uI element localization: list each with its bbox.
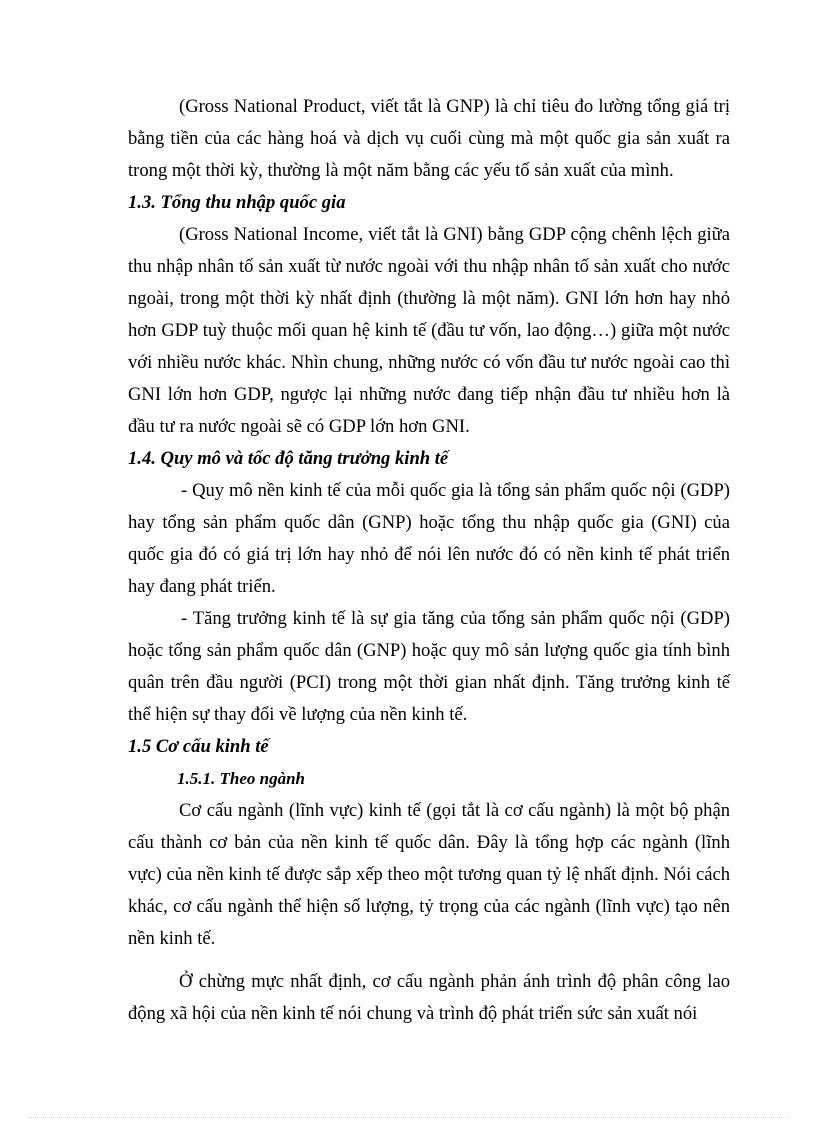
heading-1-5: 1.5 Cơ cấu kinh tế: [128, 736, 269, 757]
paragraph-gnp-definition: (Gross National Product, viết tắt là GNP) là chỉ tiêu đo lường tổng giá trị bằng tiền của các hàng hoá và dịch vụ cuối cùng mà một quốc gia sản xuất ra trong một thời kỳ, thường là một năm bằng các yếu tố sản xuất của mình.: [128, 96, 730, 181]
heading-1-5-1: 1.5.1. Theo ngành: [177, 769, 305, 788]
paragraph-economic-growth: - Tăng trưởng kinh tế là sự gia tăng của tổng sản phẩm quốc nội (GDP) hoặc tổng sản phẩm quốc dân (GNP) hoặc quy mô sản lượng quốc gia tính bình quân trên đầu người (PCI) trong một thời gian nhất định. Tăng trưởng kinh tế thể hiện sự thay đổi về lượng của nền kinh tế.: [128, 608, 730, 725]
document-page: [128, 91, 730, 1030]
page-bottom-divider: [28, 1117, 788, 1118]
heading-1-4: 1.4. Quy mô và tốc độ tăng trưởng kinh tế: [128, 448, 449, 469]
paragraph-sector-structure: Cơ cấu ngành (lĩnh vực) kinh tế (gọi tắt là cơ cấu ngành) là một bộ phận cấu thành cơ bản của nền kinh tế quốc dân. Đây là tổng hợp các ngành (lĩnh vực) của nền kinh tế được sắp xếp theo một tương quan tỷ lệ nhất định. Nói cách khác, cơ cấu ngành thể hiện số lượng, tỷ trọng của các ngành (lĩnh vực) tạo nên nền kinh tế.: [128, 800, 730, 949]
paragraph-sector-reflection: Ở chừng mực nhất định, cơ cấu ngành phản ánh trình độ phân công lao động xã hội của nền kinh tế nói chung và trình độ phát triển sức sản xuất nói: [128, 971, 730, 1024]
paragraph-gni-definition: (Gross National Income, viết tắt là GNI) bằng GDP cộng chênh lệch giữa thu nhập nhân tố sản xuất từ nước ngoài với thu nhập nhân tố sản xuất cho nước ngoài, trong một thời kỳ nhất định (thường là một năm). GNI lớn hơn hay nhỏ hơn GDP tuỳ thuộc mối quan hệ kinh tế (đầu tư vốn, lao động…) giữa một nước với nhiều nước khác. Nhìn chung, những nước có vốn đầu tư nước ngoài cao thì GNI lớn hơn GDP, ngược lại những nước đang tiếp nhận đầu tư nhiều hơn là đầu tư ra nước ngoài sẽ có GDP lớn hơn GNI.: [128, 224, 730, 437]
paragraph-economic-scale: - Quy mô nền kinh tế của mỗi quốc gia là tổng sản phẩm quốc nội (GDP) hay tổng sản phẩm quốc dân (GNP) hoặc tổng thu nhập quốc gia (GNI) của quốc gia đó có giá trị lớn hay nhỏ để nói lên nước đó có nền kinh tế phát triển hay đang phát triển.: [128, 480, 730, 597]
heading-1-3: 1.3. Tổng thu nhập quốc gia: [128, 192, 346, 213]
